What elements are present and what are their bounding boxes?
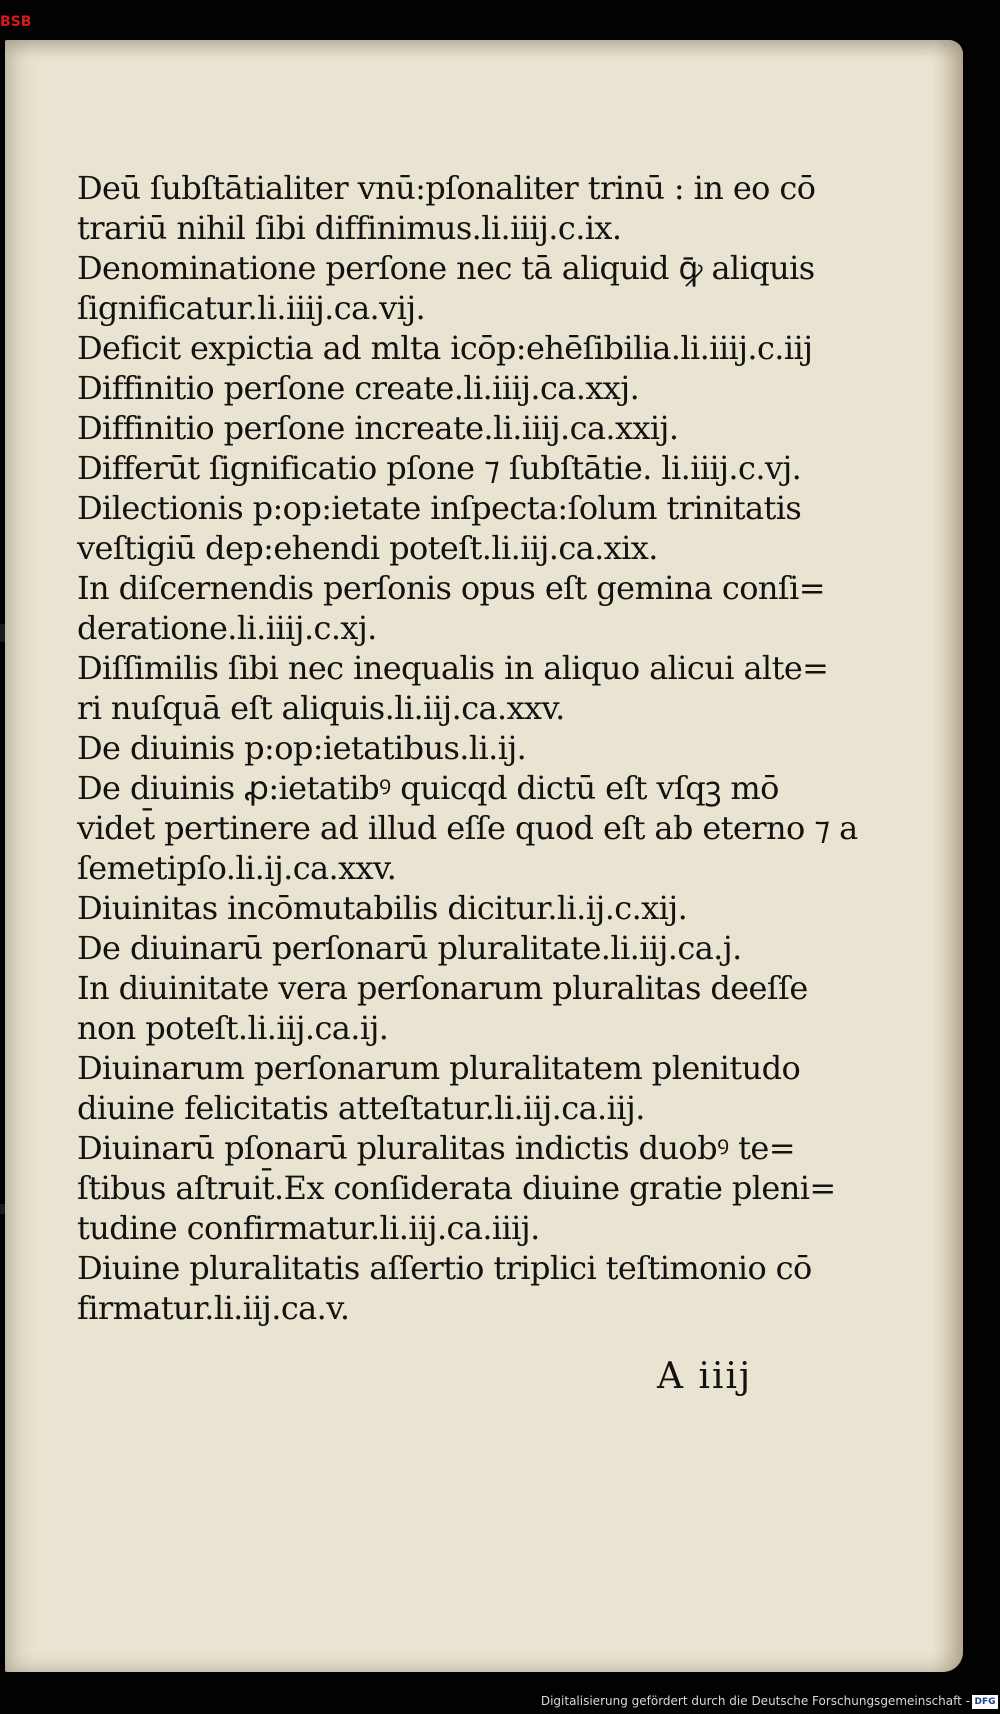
text-line: Diuinitas incōmutabilis dicitur.li.ij.c.xij.	[77, 889, 688, 927]
text-line: Diffinitio perſone increate.li.iiij.ca.xxij.	[77, 409, 679, 447]
digitization-credit: Digitalisierung gefördert durch die Deutsche Forschungsgemeinschaft -	[540, 1694, 970, 1708]
text-line: firmatur.li.iij.ca.v.	[77, 1289, 350, 1327]
text-line: Differūt ſignificatio pſone ⁊ ſubſtātie. li.iiij.c.vj.	[77, 449, 802, 487]
text-line: videt̄ pertinere ad illud eſſe quod eſt ab eterno ⁊ a	[77, 809, 858, 847]
text-line: Diſſimilis ſibi nec inequalis in aliquo alicui alte=	[77, 649, 829, 687]
text-line: Deficit expictia ad mlta icōp:ehēſibilia.li.iiij.c.iij	[77, 329, 813, 367]
text-line: In diuinitate vera perſonarum pluralitas deeſſe	[77, 969, 808, 1007]
text-line: diuine felicitatis atteſtatur.li.iij.ca.iij.	[77, 1089, 645, 1127]
text-line: In diſcernendis perſonis opus eſt gemina conſi=	[77, 569, 825, 607]
text-line: ſemetipſo.li.ij.ca.xxv.	[77, 849, 397, 887]
text-line: ſtibus aſtruit̄.Ex conſiderata diuine gratie pleni=	[77, 1169, 836, 1207]
text-line: Denominatione perſone nec tā aliquid ꝙ̄ aliquis	[77, 249, 815, 287]
text-line: non poteſt.li.iij.ca.ij.	[77, 1009, 389, 1047]
text-line: Diuinarum perſonarum pluralitatem plenitudo	[77, 1049, 801, 1087]
text-line: deratione.li.iiij.c.xj.	[77, 609, 377, 647]
text-line: Diuine pluralitatis aſſertio triplici teſtimonio cō	[77, 1249, 812, 1287]
index-text-block	[77, 168, 867, 1328]
text-line: ri nuſquā eſt aliquis.li.iij.ca.xxv.	[77, 689, 565, 727]
text-line: tudine confirmatur.li.iij.ca.iiij.	[77, 1209, 540, 1247]
text-line: Deū ſubſtātialiter vnū:pſonaliter trinū : in eo cō	[77, 169, 816, 207]
signature-mark: A iiij	[657, 1356, 753, 1397]
text-line: De diuinarū perſonarū pluralitate.li.iij.ca.j.	[77, 929, 742, 967]
text-line: Dilectionis p:op:ietate inſpecta:ſolum trinitatis	[77, 489, 802, 527]
text-line: ſignificatur.li.iiij.ca.vij.	[77, 289, 426, 327]
text-line: De diuinis p:op:ietatibus.li.ij.	[77, 729, 527, 767]
text-line: Diffinitio perſone create.li.iiij.ca.xxj.	[77, 369, 640, 407]
text-line: Diuinarū pſonarū pluralitas indictis duobꝰ te=	[77, 1129, 795, 1167]
text-line: De diuinis ꝓ:ietatibꝰ quicqd dictū eſt vſqꝫ mō	[77, 769, 779, 807]
text-line: trariū nihil ſibi diffinimus.li.iiij.c.ix.	[77, 209, 622, 247]
bsb-logo: BSB	[0, 14, 32, 30]
dfg-logo: DFG	[972, 1695, 998, 1709]
book-page	[5, 40, 963, 1672]
text-line: veſtigiū dep:ehendi poteſt.li.iij.ca.xix.	[77, 529, 658, 567]
